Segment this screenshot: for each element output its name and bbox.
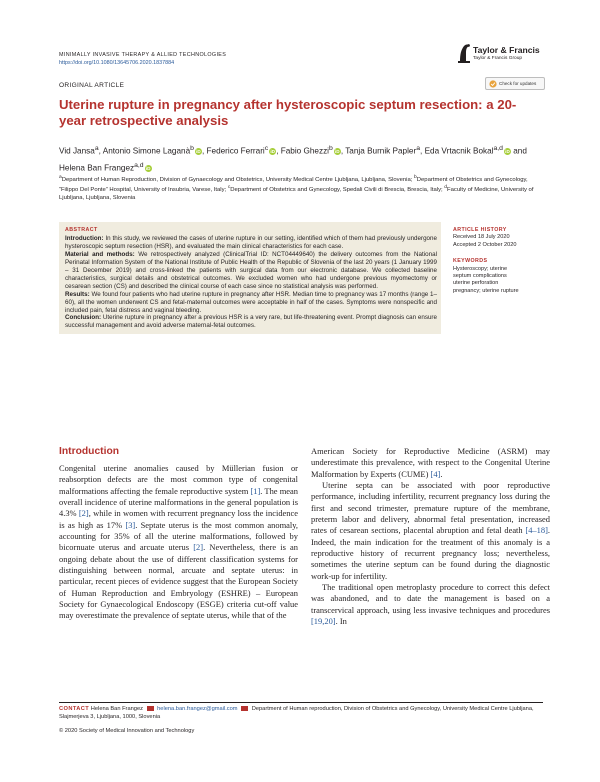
address-icon xyxy=(241,706,248,711)
article-title: Uterine rupture in pregnancy after hysteroscopic septum resection: a 20-year retrospective analysis xyxy=(59,97,517,128)
affiliation-sup: b xyxy=(414,175,417,180)
keyword-line: Hysteroscopy; uterine xyxy=(453,265,508,272)
abstract-section-label: Conclusion: xyxy=(65,314,102,322)
author-name: Vid Jansa xyxy=(59,146,95,156)
affiliation-text: Department of Obstetrics and Gynecology, “Filippo Del Ponte” Hospital, University of Insubria, Varese, Italy; xyxy=(59,176,528,194)
publisher-name: Taylor & Francis xyxy=(473,45,540,55)
contact-label: CONTACT xyxy=(59,706,90,712)
check-updates-button[interactable] xyxy=(485,77,545,90)
contact-name: Helena Ban Frangez xyxy=(90,706,143,712)
author-affil-sup: a xyxy=(94,145,99,152)
body-text: Uterine septa can be associated with poor reproductive performance, including infertility, recurrent pregnancy loss during the first and second trimester, premature rupture of the membrane, preterm labor and delivery, abnormal fetal presentation, increased rates of cesarean sections, placental abruption and fetal death xyxy=(311,480,550,536)
author-name: Helena Ban Frangez xyxy=(59,163,135,173)
author-name: Tanja Burnik Papler xyxy=(345,146,417,156)
orcid-icon[interactable]: iD xyxy=(335,149,340,155)
email-icon xyxy=(147,706,154,711)
publisher-group: Taylor & Francis Group xyxy=(473,56,523,61)
affiliation-sup: d xyxy=(444,185,448,191)
abstract-text xyxy=(65,227,437,330)
body-text: . Indeed, the main indication for the treatment of this anomaly is a reproductive history of recurrent pregnancy loss; nevertheless, sometimes the uterine septum can be found during the diagnostic work-up for infertility. xyxy=(311,525,550,581)
intro-paragraph xyxy=(311,446,550,480)
body-column-left xyxy=(59,463,298,622)
doi-link[interactable]: https://doi.org/10.1080/13645706.2020.1837884 xyxy=(59,59,175,66)
affiliation-text: Department of Obstetrics and Gynecology, Spedali Civili di Brescia, Brescia, Italy; xyxy=(230,187,445,194)
abstract-section-label: Results: xyxy=(65,290,90,298)
affiliation-sup: a xyxy=(59,175,62,180)
section-heading-introduction: Introduction xyxy=(59,446,120,457)
abstract-section xyxy=(65,291,437,315)
author-affil-sup: b xyxy=(190,145,194,152)
author-name: Fabio Ghezzi xyxy=(280,146,329,156)
contact-address: Department of Human reproduction, Division of Obstetrics and Gynecology, University Medical Centre Ljubljana, Slajmerjeva 3, Ljubljana, 1000, Slovenia xyxy=(59,706,534,720)
author-list: Vid Jansa$^a$, Antonio Simone Laganà$^b$ iD, Federico Ferrari$^c$ iD, Fabio Ghezzi$^b$ iD, Tanja Burnik Papler$^a$, Eda Vrtacnik Bokal$^{a,d}$ iD and Helena Ban Frangez$^{a,d}$ iD xyxy=(59,145,527,173)
keyword-line: uterine perforation xyxy=(453,280,499,287)
body-text: , while in women with recurrent pregnancy loss the incidence is as high as 17% xyxy=(59,508,298,530)
body-text: . The mean overall incidence of uterine malformations in the general population is 4.3% xyxy=(59,485,298,519)
orcid-icon[interactable]: iD xyxy=(196,149,201,155)
copyright: © 2020 Society of Medical Innovation and Technology xyxy=(59,728,195,734)
author-affil-sup: a,d xyxy=(134,161,144,169)
body-text: . Septate uterus is the most common anomaly, accounting for 35% of all the uterine malformations, followed by bicornuate uterus and arcuate uterus xyxy=(59,519,298,553)
check-updates-icon xyxy=(489,80,497,88)
author-affil-sup: b xyxy=(329,145,333,152)
abstract-section xyxy=(65,251,437,291)
contact-email-link[interactable]: helena.ban.frangez@gmail.com xyxy=(157,706,238,712)
citation-link[interactable]: [19,20] xyxy=(311,616,336,627)
abstract-section-text: In this study, we reviewed the cases of uterine rupture in our setting, identified which of them had previously undergone hysteroscopic septum resection (HSR), and evaluated the main clinical characteristics for each case. xyxy=(65,234,437,250)
intro-paragraph xyxy=(311,480,550,582)
author-affil-sup: c xyxy=(264,145,269,152)
author-affil-sup: a,d xyxy=(493,145,503,152)
check-updates-label: Check for updates xyxy=(499,80,537,86)
intro-paragraph xyxy=(59,463,298,622)
body-text: American Society for Reproductive Medicine (ASRM) may underestimate this prevalence, with respect to the Congenital Uterine Malformation by Experts (CUME) xyxy=(311,446,550,479)
body-text: . xyxy=(440,468,443,479)
affiliation-sup: c xyxy=(227,185,231,191)
citation-link[interactable]: [1] xyxy=(250,485,261,496)
abstract-heading: ABSTRACT xyxy=(65,227,98,233)
abstract-section-label: Material and methods: xyxy=(65,250,135,258)
abstract-section-text: We found four patients who had uterine rupture in pregnancy after HSR. Median time to pregnancy was 17 months (range 1–60), all the women underwent CS and fetal-maternal outcomes were acceptable in half of the cases. Symptoms were nonspecific and included pain, fetal distress and vaginal bleeding. xyxy=(65,290,437,314)
publisher-logo xyxy=(457,40,549,68)
abstract-section xyxy=(65,235,437,251)
body-text: . Nevertheless, there is an ongoing debate about the use of different classification systems for distinguishing between normal, arcuate and septate uterus: in particular, recent pieces of evidence suggest that the European Society of Human Reproduction and Embryology (ESHRE) – European Society for Gynaecological Endoscopy (ESGE) criteria cut-off value may overestimate the prevalence of septate uterus, while that of the xyxy=(59,542,299,621)
author-name: Federico Ferrari xyxy=(206,146,265,156)
history-heading: ARTICLE HISTORY xyxy=(453,227,507,233)
orcid-icon[interactable]: iD xyxy=(145,165,151,171)
author-name: Antonio Simone Laganà xyxy=(102,146,191,156)
citation-link[interactable]: [2] xyxy=(78,508,89,519)
abstract-section-text: Uterine rupture in pregnancy after a previous HSR is a very rare, but life-threatening event. Prompt diagnosis can ensure successful management and avoid adverse maternal-fetal outcomes. xyxy=(65,314,437,330)
article-history xyxy=(453,227,545,295)
affiliation-text: Faculty of Medicine, University of Ljubljana, Ljubljana, Slovenia xyxy=(59,187,534,202)
affiliations xyxy=(59,174,543,203)
body-text: The traditional open metroplasty procedure to correct this defect was abandoned, and to date the management is based on a transcervical approach, using less invasive techniques and procedures xyxy=(311,582,550,615)
citation-link[interactable]: [3] xyxy=(125,519,136,530)
body-text: . In xyxy=(335,616,347,627)
body-column-right xyxy=(311,446,550,628)
contact-info xyxy=(59,706,543,721)
received-date: Received 18 July 2020 xyxy=(453,234,510,241)
affiliation-text: Department of Human Reproduction, Division of Gynaecology and Obstetrics, University Medical Centre Ljubljana, Ljubljana, Slovenia; xyxy=(61,176,415,183)
citation-link[interactable]: [4–18] xyxy=(525,525,548,536)
author-affil-sup: a xyxy=(416,145,421,152)
article-type: ORIGINAL ARTICLE xyxy=(59,82,125,89)
citation-link[interactable]: [2] xyxy=(193,542,204,553)
footer-divider xyxy=(59,702,543,703)
abstract-section-label: Introduction: xyxy=(65,234,104,242)
keywords-heading: KEYWORDS xyxy=(453,258,488,265)
author-name: Eda Vrtacnik Bokal xyxy=(424,146,494,156)
keyword-line: pregnancy; uterine rupture xyxy=(453,287,519,294)
citation-link[interactable]: [4] xyxy=(430,468,441,479)
abstract-section-text: We retrospectively analyzed (ClinicalTrial ID: NCT04449640) the delivery outcomes from the National Perinatal Information System of the National Institute of Public Health of the Republic of Slovenia of the last 20 years (1 January 1999 – 31 December 2019) and cross-linked the patients with surgical data from our electronic database. We collected baseline characteristics, surgical details and obstetrical outcomes. We excluded women who had undergone previous myomectomy or cesarean section (CS) and described the clinical course of each case since no statistical analysis was performed. xyxy=(65,250,437,290)
body-text: Congenital uterine anomalies caused by Müllerian fusion or reabsorption defects are the most common type of congenital malformations affecting the female reproductive system xyxy=(59,463,298,496)
orcid-icon[interactable]: iD xyxy=(270,149,275,155)
publisher-emblem-icon xyxy=(457,42,471,64)
intro-paragraph xyxy=(311,582,550,627)
orcid-icon[interactable]: iD xyxy=(505,149,510,155)
journal-name: MINIMALLY INVASIVE THERAPY & ALLIED TECHNOLOGIES xyxy=(59,52,227,58)
abstract-section xyxy=(65,314,437,330)
accepted-date: Accepted 2 October 2020 xyxy=(453,241,517,248)
keyword-line: septum complications xyxy=(453,273,507,280)
